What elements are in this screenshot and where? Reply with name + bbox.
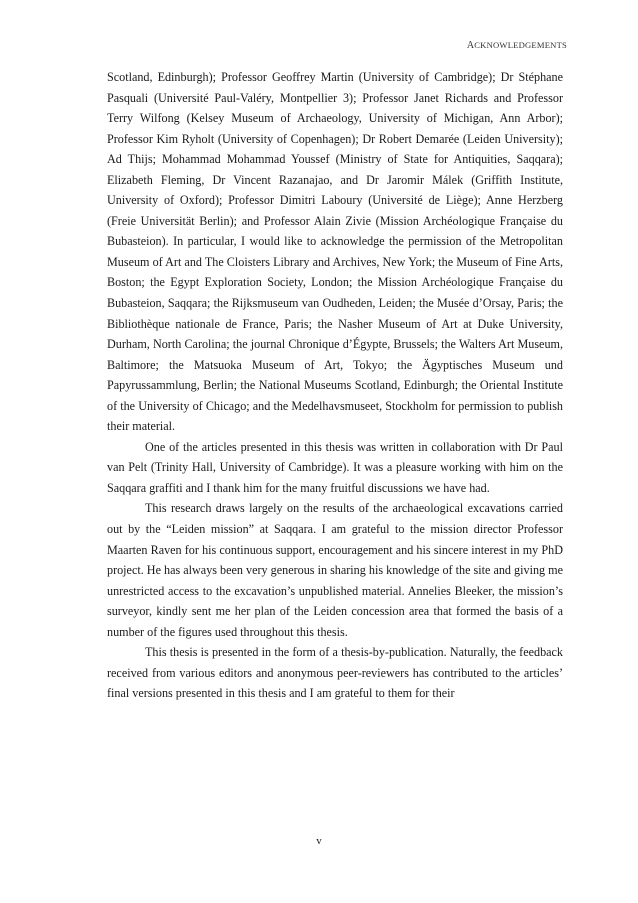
paragraph-4: This thesis is presented in the form of a thesis-by-publication. Naturally, the feedback received from various editors and anonymous peer-reviewers has contributed to the articles’ final versions presented in this thesis and I am grateful to them for their bbox=[107, 645, 563, 701]
paragraph-3: This research draws largely on the results of the archaeological excavations carried out by the “Leiden mission” at Saqqara. I am grateful to the mission director Professor Maarten Raven for his continuous support, encouragement and his sincere interest in my PhD project. He has always been very generous in sharing his knowledge of the site and giving me unrestricted access to the excavation’s unpublished material. Annelies Bleeker, the mission’s surveyor, kindly sent me her plan of the Leiden concession area that formed the basis of a number of the figures used throughout this thesis. bbox=[107, 501, 563, 639]
running-header-rest: CKNOWLEDGEMENTS bbox=[474, 40, 567, 50]
body-text bbox=[107, 67, 563, 704]
paragraph-2: One of the articles presented in this thesis was written in collaboration with Dr Paul van Pelt (Trinity Hall, University of Cambridge). It was a pleasure working with him on the Saqqara graffiti and I thank him for the many fruitful discussions we have had. bbox=[107, 439, 563, 495]
running-header bbox=[467, 40, 567, 51]
paragraph-1: Scotland, Edinburgh); Professor Geoffrey Martin (University of Cambridge); Dr Stéphane Pasquali (Université Paul-Valéry, Montpellier 3); Professor Janet Richards and Professor Terry Wilfong (Kelsey Museum of Archaeology, University of Michigan, Ann Arbor); Professor Kim Ryholt (University of Copenhagen); Dr Robert Demarée (Leiden University); Ad Thijs; Mohammad Mohammad Youssef (Ministry of State for Antiquities, Saqqara); Elizabeth Fleming, Dr Vincent Razanajao, and Dr Jaromir Málek (Griffith Institute, University of Oxford); Professor Dimitri Laboury (Université de Liège); Anne Herzberg (Freie Universität Berlin); and Professor Alain Zivie (Mission Archéologique Française du Bubasteion). In particular, I would like to acknowledge the permission of the Metropolitan Museum of Art and The Cloisters Library and Archives, New York; the Museum of Fine Arts, Boston; the Egypt Exploration Society, London; the Mission Archéologique Française du Bubasteion, Saqqara; the Rijksmuseum van Oudheden, Leiden; the Musée d’Orsay, Paris; the Bibliothèque nationale de France, Paris; the Nasher Museum of Art at Duke University, Durham, North Carolina; the journal Chronique d’Égypte, Brussels; the Walters Art Museum, Baltimore; the Matsuoka Museum of Art, Tokyo; the Ägyptisches Museum und Papyrussammlung, Berlin; the National Museums Scotland, Edinburgh; the Oriental Institute of the University of Chicago; and the Medelhavsmuseet, Stockholm for permission to publish their material. bbox=[107, 70, 563, 434]
running-header-initial: A bbox=[466, 40, 475, 51]
page-number: v bbox=[316, 835, 322, 847]
